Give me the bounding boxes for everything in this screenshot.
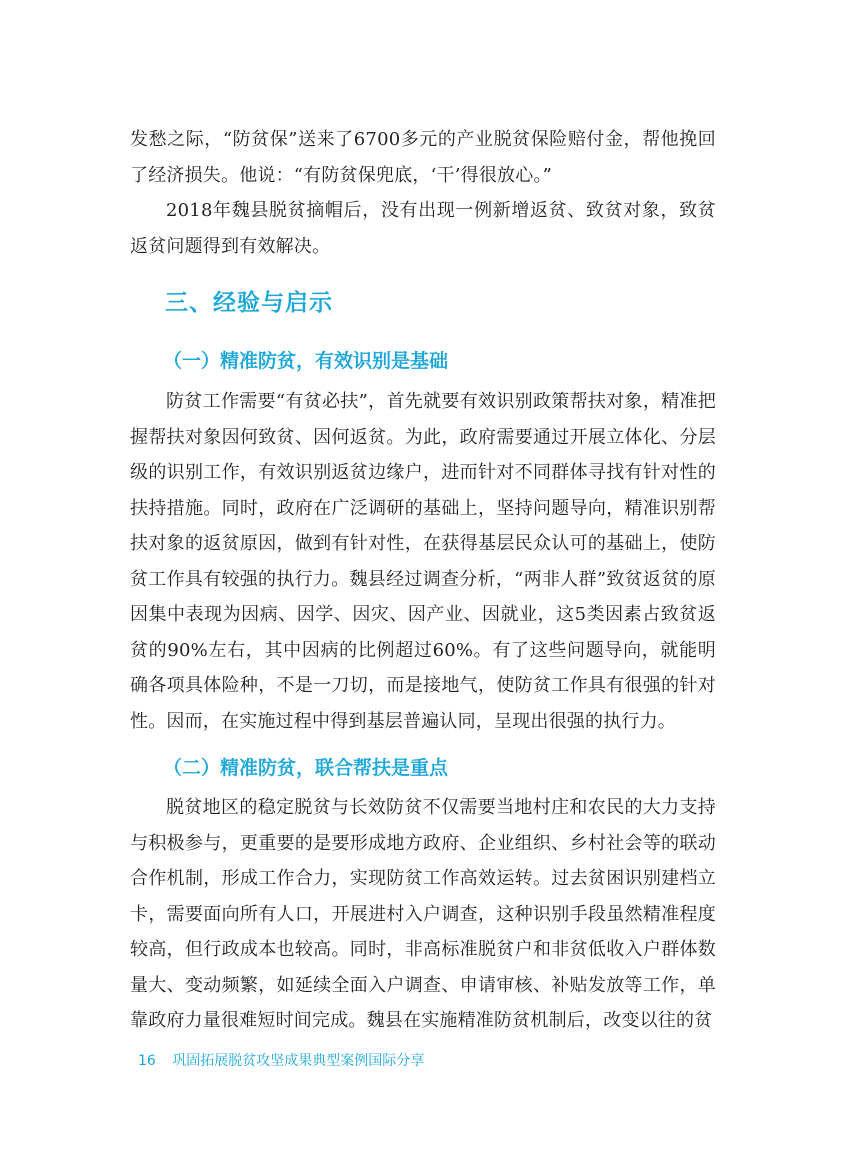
body-paragraph: 脱贫地区的稳定脱贫与长效防贫不仅需要当地村庄和农民的大力支持与积极参与，更重要的是要形成地方政府、企业组织、乡村社会等的联动合作机制，形成工作合力，实现防贫工作高效运转。过去贫困识别建档立卡，需要面向所有人口，开展进村入户调查，这种识别手段虽然精准程度较高，但行政成本也较高。同时，非高标准脱贫户和非贫低收入户群体数量大、变动频繁，如延续全面入户调查、申请审核、补贴发放等工作，单靠政府力量很难短时间完成。魏县在实施精准防贫机制后，改变以往的贫 [130,797,716,1031]
body-paragraph: 发愁之际，“防贫保”送来了6700多元的产业脱贫保险赔付金，帮他挽回了经济损失。他说：“有防贫保兜底，‘干’得很放心。” [130,129,716,186]
paragraph-block-2 [130,384,716,739]
subsection-heading-1: （一）精准防贫，有效识别是基础 [163,350,449,372]
subsection-heading-2: （二）精准防贫，联合帮扶是重点 [163,757,449,779]
section-heading: 三、经验与启示 [165,290,333,316]
body-paragraph: 防贫工作需要“有贫必扶”，首先就要有效识别政策帮扶对象，精准把握帮扶对象因何致贫、因何返贫。为此，政府需要通过开展立体化、分层级的识别工作，有效识别返贫边缘户，进而针对不同群体寻找有针对性的扶持措施。同时，政府在广泛调研的基础上，坚持问题导向，精准识别帮扶对象的返贫原因，做到有针对性，在获得基层民众认可的基础上，使防贫工作具有较强的执行力。魏县经过调查分析，“两非人群”致贫返贫的原因集中表现为因病、因学、因灾、因产业、因就业，这5类因素占致贫返贫的90%左右，其中因病的比例超过60%。有了这些问题导向，就能明确各项具体险种，不是一刀切，而是接地气，使防贫工作具有很强的针对性。因而，在实施过程中得到基层普遍认同，呈现出很强的执行力。 [130,391,716,732]
paragraph-block-3 [130,790,716,1039]
page-number: 16 [138,1053,156,1069]
book-title: 巩固拓展脱贫攻坚成果典型案例国际分享 [172,1053,425,1069]
body-paragraph: 2018年魏县脱贫摘帽后，没有出现一例新增返贫、致贫对象，致贫返贫问题得到有效解决。 [130,200,716,257]
page-footer [138,1050,424,1070]
paragraph-block-1 [130,122,716,264]
